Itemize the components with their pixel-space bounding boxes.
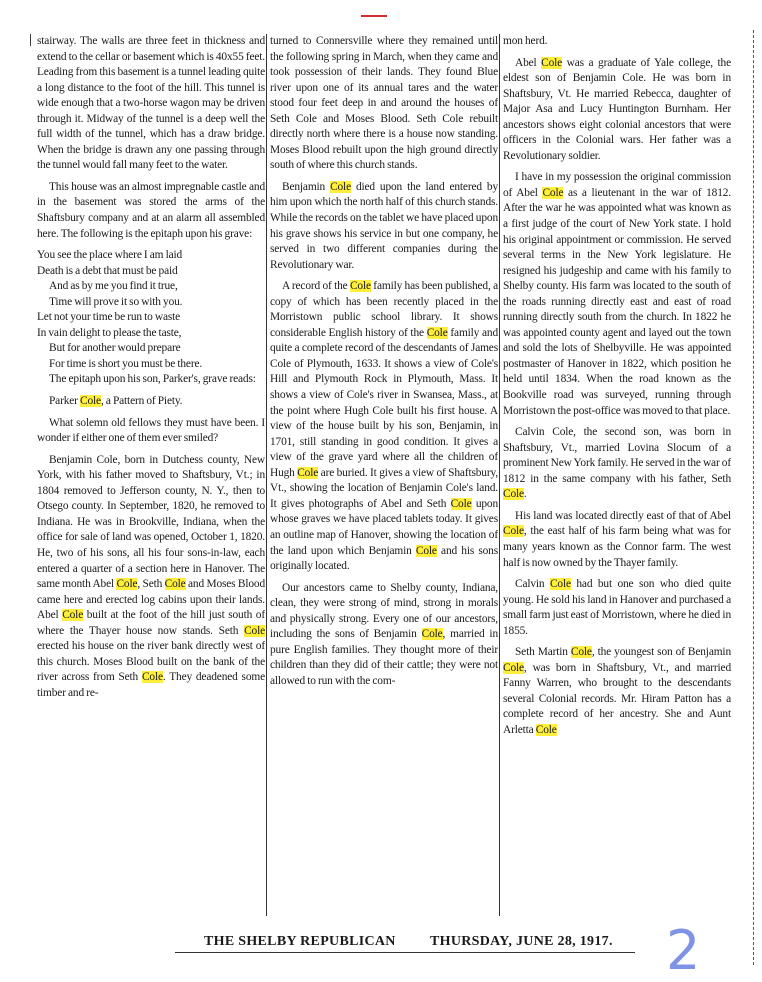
paragraph (503, 577, 731, 639)
highlighted-name: Cole (535, 723, 557, 736)
top-crop-mark (361, 15, 387, 17)
paragraph (503, 56, 731, 165)
text-run: was a graduate of Yale college, the eldest son of Benjamin Cole. He was born in Shaftsbury, Vt. He married Rebecca, daughter of Major Asa and Lucy Huntington Burnham. Her ancestors shows eight colonial ancestors that were officers in the Colonial wars. Her father was a Revolutionary soldier. (503, 56, 731, 162)
text-run: , married in pure English families. They thought more of their children than they did of their cattle; they were not allowed to run with the com- (270, 628, 498, 687)
newspaper-name: THE SHELBY REPUBLICAN (204, 934, 396, 949)
text-run: stairway. The walls are three feet in thickness and extend to the cellar or basement which is 40x55 feet. Leading from this basement is a tunnel leading quite a long distance to the foot of the hill. This tunnel is wide enough that a two-horse wagon may be driven through it. Midway of the tunnel is a deep well the full width of the tunnel, which has a draw bridge. When the bridge is drawn any one passing through the tunnel would fall many feet to the water. (37, 35, 265, 172)
text-run: What solemn old fellows they must have been. I wonder if either one of them ever smiled? (37, 416, 265, 445)
paragraph (37, 180, 265, 242)
article-column-3 (503, 34, 731, 921)
text-run: had but one son who died quite young. He sold his land in Hanover and purchased a small farm just east of Morristown, where he died in 1855. (503, 578, 731, 637)
text-run: upon whose graves we have placed tablets today. It gives an outline map of Hanover, showing the location of the land upon which Benjamin (270, 497, 498, 557)
epitaph-line (37, 357, 265, 373)
footer-rule (175, 952, 635, 953)
paragraph (37, 416, 265, 447)
text-run: mon herd. (503, 35, 548, 47)
text-run: family and quite a complete record of the descendants of James Cole of Plymouth, 1633. It shows a view of Cole's Hill and Plymouth Rock in Plymouth, Mass. It shows a view of Cole's river in Swansea, Mass., at the point where Hugh Cole built his first house. A view of the house built by his son, Benjamin, in 1701, still standing in good condition. It gives a view of the grave yard where all the children of Hugh (270, 326, 498, 479)
text-run: You see the place where I am laid (37, 249, 183, 262)
highlighted-name: Cole (426, 326, 448, 339)
text-run: For time is short you must be there. (49, 357, 203, 370)
text-run: . (523, 488, 527, 501)
epitaph-line (37, 248, 265, 264)
text-run: A record of the (282, 280, 350, 293)
text-run: In vain delight to please the taste, (37, 326, 182, 339)
text-run: . They deadened some timber and re- (37, 671, 265, 699)
text-run: Death is a debt that must be paid (37, 264, 178, 277)
text-run: Calvin (515, 578, 550, 591)
text-run: Let not your time be run to waste (37, 311, 181, 324)
text-run: But for another would prepare (49, 342, 181, 355)
text-run: turned to Connersville where they remained until the following spring in March, when they came and took possession of their lands. They found Blue river upon one of its annual tares and the water stood four feet deep in and around the houses of Seth Cole and Moses Blood. Seth Cole rebuilt directly north where there is a house now standing. Moses Blood rebuilt upon the high ground directly south of where this church stands. (270, 35, 498, 172)
highlighted-name: Cole (141, 671, 163, 684)
highlighted-name: Cole (549, 578, 571, 591)
column-rule (266, 34, 267, 916)
issue-date: THURSDAY, JUNE 28, 1917. (430, 934, 613, 949)
paragraph (503, 170, 731, 419)
highlighted-name: Cole (503, 661, 524, 674)
text-run: This house was an almost impregnable castle and in the basement was stored the arms of the Shaftsbury company and at an alarm all assembled here. The following is the epitaph upon his grave: (37, 180, 265, 240)
epitaph-line (37, 279, 265, 295)
paragraph (270, 180, 498, 273)
highlighted-name: Cole (542, 186, 564, 199)
text-run: and his sons originally located. (270, 544, 498, 573)
highlighted-name: Cole (244, 624, 265, 637)
paragraph (503, 645, 731, 738)
text-run: built at the foot of the hill just south of where the Thayer house now stands. Seth (37, 609, 265, 637)
text-run: died upon the land entered by him upon which the north half of this church stands. While the records on the tablet we have placed upon his grave shows his service in but one company, he served in two different companies during the Revolutionary war. (270, 180, 498, 271)
page-footer (0, 934, 762, 960)
text-run: Benjamin (282, 180, 331, 193)
text-run: And as by me you find it true, (49, 280, 178, 293)
page-number: 2 (666, 919, 701, 982)
highlighted-name: Cole (349, 280, 371, 293)
text-run: , the east half of his farm being what was for many years known as the Connor farm. The west half is now owned by the Thayer family. (503, 525, 731, 569)
text-run: I have in my possession the original commission of Abel (503, 171, 731, 199)
epitaph-line (37, 295, 265, 311)
paragraph (503, 34, 731, 50)
text-run: , the youngest son of Benjamin (591, 646, 731, 659)
highlighted-name: Cole (541, 56, 563, 69)
article-column-1 (37, 34, 265, 921)
highlighted-name: Cole (503, 488, 524, 501)
paragraph (37, 453, 265, 702)
left-edge-line (30, 34, 31, 46)
paragraph (270, 279, 498, 574)
text-run: as a lieutenant in the war of 1812. After the war he was appointed what was known as a first judge of the court of New York state. I hold his original appointment or commission. He served several terms in the New York legislature. He resigned his judgeship and came with his family to Shelby county. His farm was located to the south of the roads running directly east and east of road running directly south from the church. In 1822 he was appointed county agent and layed out the town and sold the lots of Shelbyville. He was appointed postmaster of Hanover in 1822, which position he held until 1834. When the road known as the Bookville road was surveyed, running through Morristown the post-office was moved to that place. (503, 186, 731, 417)
right-edge-line (753, 30, 754, 965)
text-run: Abel (515, 56, 542, 69)
text-run: Benjamin Cole, born in Dutchess county, New York, with his father moved to Shaftsbury, Vt.; in 1804 removed to Jefferson county, N. Y., then to Otsego county. In September, 1820, he removed to Indiana. He was in Brookville, Indiana, when the office for sale of land was opened, October 1, 1820. He, two of his sons, all his four sons-in-law, each entered a quarter of a section here in Hanover. The same month Abel (37, 453, 265, 591)
highlighted-name: Cole (164, 578, 186, 591)
epitaph-line (37, 326, 265, 342)
text-run: , Seth (137, 578, 165, 591)
paragraph (503, 425, 731, 503)
highlighted-name: Cole (330, 180, 351, 193)
text-run: The epitaph upon his son, Parker's, grave reads: (49, 373, 256, 386)
paragraph (37, 34, 265, 174)
highlighted-name: Cole (116, 578, 138, 591)
text-run: are buried. It gives a view of Shaftsbury, Vt., showing the location of Benjamin Cole's land. It gives photographs of Abel and Seth (270, 466, 498, 510)
text-run: , a Pattern of Piety. (100, 395, 183, 408)
text-run: Parker (49, 395, 81, 408)
paragraph (37, 372, 265, 388)
text-run: family has been published, a copy of which has been recently placed in the Morristown public school library. It shows considerable English history of the (270, 280, 498, 339)
highlighted-name: Cole (80, 395, 101, 408)
epitaph-line (37, 264, 265, 280)
highlighted-name: Cole (503, 525, 524, 538)
highlighted-name: Cole (415, 544, 437, 557)
paragraph (37, 394, 265, 410)
text-run: erected his house on the river bank directly west of this church. Moses Blood built on the bank of the river across from Seth (37, 640, 265, 684)
column-rule (499, 34, 500, 916)
highlighted-name: Cole (421, 628, 443, 641)
text-run: and Moses Blood came here and erected log cabins upon their lands. Abel (37, 578, 265, 622)
paragraph (270, 581, 498, 690)
highlighted-name: Cole (450, 497, 472, 510)
article-column-2 (270, 34, 498, 921)
paragraph (503, 509, 731, 571)
epitaph-line (37, 310, 265, 326)
highlighted-name: Cole (62, 609, 84, 622)
highlighted-name: Cole (570, 646, 592, 659)
highlighted-name: Cole (297, 466, 319, 479)
text-run: His land was located directly east of that of Abel (515, 509, 731, 522)
text-run: , was born in Shaftsbury, Vt., and married Fanny Warren, who brought to the descendants several Colonial records. Mr. Hiram Patton has a complete record of her ancestry. She and Aunt Arletta (503, 661, 731, 736)
text-run: Calvin Cole, the second son, was born in Shaftsbury, Vt., married Lovina Slocum of a prominent New York family. He served in the war of 1812 in the same company with his father, Seth (503, 426, 731, 485)
paragraph (270, 34, 498, 174)
text-run: Time will prove it so with you. (49, 295, 183, 308)
text-run: Our ancestors came to Shelby county, Indiana, clean, they were strong of mind, strong in morals and physically strong. Every one of our ancestors, including the sons of Benjamin (270, 581, 498, 641)
text-run: Seth Martin (515, 646, 571, 659)
epitaph-line (37, 341, 265, 357)
